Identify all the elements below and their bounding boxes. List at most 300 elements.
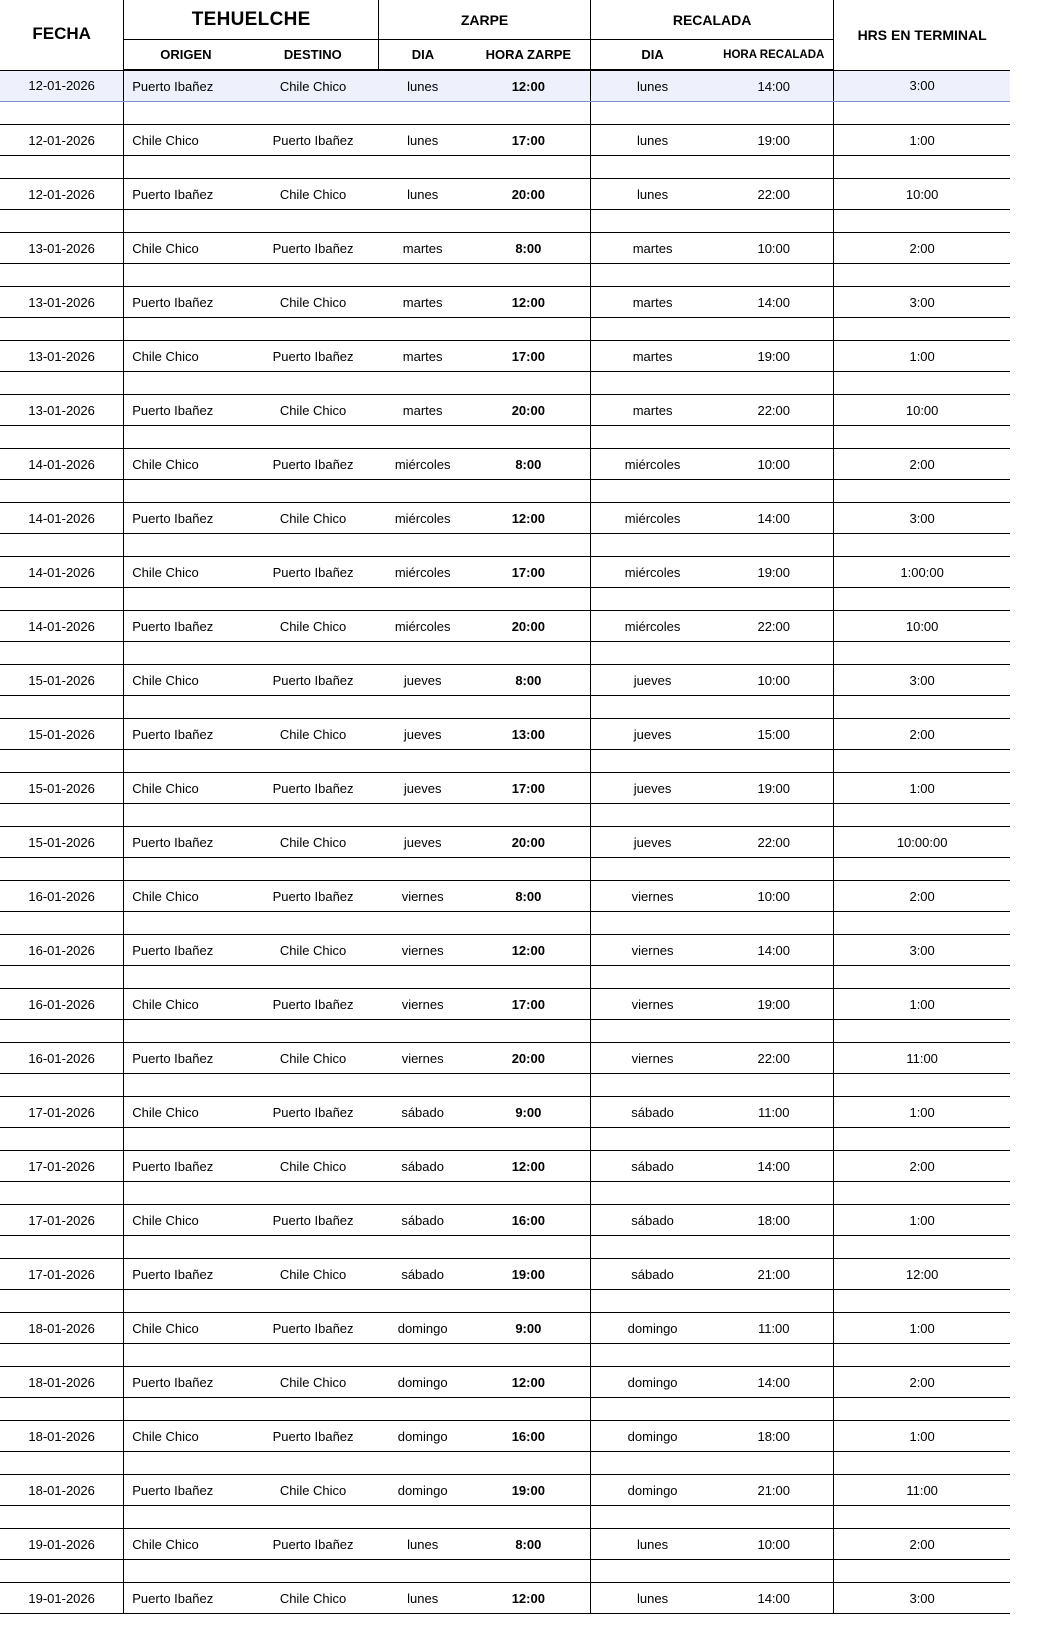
cell-destino: Puerto Ibañez: [248, 1097, 379, 1128]
cell-origen: Chile Chico: [124, 665, 248, 696]
cell-hora-recalada: 14:00: [714, 503, 834, 534]
table-spacer-row: [0, 588, 1010, 611]
spacer-cell: [124, 1452, 248, 1475]
cell-hora-zarpe: 12:00: [467, 503, 591, 534]
cell-origen: Chile Chico: [124, 125, 248, 156]
cell-hora-zarpe: 12:00: [467, 70, 591, 102]
table-spacer-row: [0, 156, 1010, 179]
cell-origen: Chile Chico: [124, 1097, 248, 1128]
cell-hora-zarpe: 12:00: [467, 1151, 591, 1182]
cell-dia-zarpe: sábado: [379, 1259, 467, 1290]
cell-destino: Puerto Ibañez: [248, 989, 379, 1020]
cell-dia-recalada: domingo: [590, 1367, 714, 1398]
cell-dia-recalada: domingo: [590, 1313, 714, 1344]
spacer-cell: [467, 1452, 591, 1475]
cell-fecha: 16-01-2026: [0, 935, 124, 966]
table-row[interactable]: [0, 719, 1010, 750]
table-row[interactable]: [0, 773, 1010, 804]
spacer-cell: [590, 1506, 714, 1529]
table-spacer-row: [0, 1020, 1010, 1043]
cell-hrs-terminal: 2:00: [834, 233, 1010, 264]
cell-dia-zarpe: sábado: [379, 1151, 467, 1182]
cell-hora-recalada: 15:00: [714, 719, 834, 750]
spacer-cell: [590, 480, 714, 503]
table-spacer-row: [0, 750, 1010, 773]
cell-hora-recalada: 14:00: [714, 1151, 834, 1182]
spacer-cell: [834, 1452, 1010, 1475]
spacer-cell: [590, 588, 714, 611]
cell-fecha: 18-01-2026: [0, 1367, 124, 1398]
spacer-cell: [834, 1074, 1010, 1097]
spacer-cell: [714, 588, 834, 611]
spacer-cell: [467, 696, 591, 719]
cell-dia-recalada: miércoles: [590, 557, 714, 588]
spacer-cell: [0, 156, 124, 179]
cell-hora-recalada: 14:00: [714, 70, 834, 102]
spacer-cell: [0, 534, 124, 557]
cell-dia-zarpe: jueves: [379, 719, 467, 750]
spacer-cell: [248, 372, 379, 395]
cell-fecha: 13-01-2026: [0, 287, 124, 318]
spacer-cell: [467, 912, 591, 935]
table-row[interactable]: [0, 827, 1010, 858]
spacer-cell: [0, 318, 124, 341]
spacer-cell: [379, 642, 467, 665]
cell-hrs-terminal: 3:00: [834, 1583, 1010, 1614]
spacer-cell: [834, 858, 1010, 881]
spacer-cell: [834, 1560, 1010, 1583]
spacer-cell: [124, 1182, 248, 1205]
cell-fecha: 19-01-2026: [0, 1529, 124, 1560]
table-row[interactable]: [0, 179, 1010, 210]
table-row[interactable]: [0, 125, 1010, 156]
spacer-cell: [834, 1020, 1010, 1043]
cell-origen: Puerto Ibañez: [124, 70, 248, 102]
cell-destino: Chile Chico: [248, 287, 379, 318]
cell-hora-recalada: 22:00: [714, 395, 834, 426]
cell-fecha: 12-01-2026: [0, 179, 124, 210]
spacer-cell: [590, 264, 714, 287]
spacer-cell: [248, 480, 379, 503]
cell-hrs-terminal: 11:00: [834, 1043, 1010, 1074]
spacer-cell: [467, 588, 591, 611]
table-row[interactable]: [0, 1151, 1010, 1182]
spacer-cell: [590, 642, 714, 665]
table-spacer-row: [0, 372, 1010, 395]
spacer-cell: [379, 426, 467, 449]
spacer-cell: [124, 588, 248, 611]
cell-fecha: 15-01-2026: [0, 827, 124, 858]
cell-hora-zarpe: 20:00: [467, 827, 591, 858]
spacer-cell: [834, 750, 1010, 773]
header-vessel: TEHUELCHE: [124, 0, 379, 40]
spacer-cell: [590, 102, 714, 125]
cell-origen: Puerto Ibañez: [124, 1583, 248, 1614]
table-spacer-row: [0, 912, 1010, 935]
spacer-cell: [714, 1398, 834, 1421]
cell-hrs-terminal: 10:00: [834, 395, 1010, 426]
spacer-cell: [0, 1236, 124, 1259]
table-row[interactable]: [0, 1205, 1010, 1236]
spacer-cell: [0, 1506, 124, 1529]
spacer-cell: [124, 318, 248, 341]
cell-destino: Chile Chico: [248, 935, 379, 966]
spacer-cell: [379, 1398, 467, 1421]
cell-dia-recalada: jueves: [590, 719, 714, 750]
cell-dia-recalada: jueves: [590, 827, 714, 858]
cell-destino: Puerto Ibañez: [248, 341, 379, 372]
cell-hrs-terminal: 2:00: [834, 1367, 1010, 1398]
spacer-cell: [379, 156, 467, 179]
spacer-cell: [714, 102, 834, 125]
cell-hora-recalada: 11:00: [714, 1313, 834, 1344]
spacer-cell: [467, 1128, 591, 1151]
cell-fecha: 14-01-2026: [0, 449, 124, 480]
table-spacer-row: [0, 1290, 1010, 1313]
spacer-cell: [248, 1506, 379, 1529]
cell-hora-zarpe: 12:00: [467, 287, 591, 318]
table-row[interactable]: [0, 395, 1010, 426]
cell-dia-zarpe: miércoles: [379, 611, 467, 642]
cell-destino: Puerto Ibañez: [248, 1313, 379, 1344]
spacer-cell: [590, 372, 714, 395]
spacer-cell: [714, 156, 834, 179]
spacer-cell: [714, 804, 834, 827]
table-row[interactable]: [0, 287, 1010, 318]
spacer-cell: [590, 912, 714, 935]
cell-destino: Chile Chico: [248, 1367, 379, 1398]
table-row[interactable]: [0, 1259, 1010, 1290]
table-row[interactable]: [0, 989, 1010, 1020]
table-spacer-row: [0, 858, 1010, 881]
cell-dia-zarpe: domingo: [379, 1421, 467, 1452]
table-row[interactable]: [0, 70, 1010, 102]
table-row[interactable]: [0, 935, 1010, 966]
spacer-cell: [379, 966, 467, 989]
cell-hora-zarpe: 16:00: [467, 1421, 591, 1452]
cell-origen: Puerto Ibañez: [124, 1151, 248, 1182]
cell-dia-zarpe: domingo: [379, 1475, 467, 1506]
table-row[interactable]: [0, 1313, 1010, 1344]
spacer-cell: [124, 534, 248, 557]
spacer-cell: [248, 156, 379, 179]
cell-dia-zarpe: miércoles: [379, 557, 467, 588]
cell-hrs-terminal: 1:00: [834, 341, 1010, 372]
cell-dia-recalada: martes: [590, 287, 714, 318]
table-spacer-row: [0, 426, 1010, 449]
spacer-cell: [714, 372, 834, 395]
table-row[interactable]: [0, 881, 1010, 912]
cell-dia-zarpe: lunes: [379, 1529, 467, 1560]
spacer-cell: [467, 1506, 591, 1529]
spacer-cell: [590, 1020, 714, 1043]
cell-dia-recalada: lunes: [590, 70, 714, 102]
spacer-cell: [467, 264, 591, 287]
spacer-cell: [124, 1128, 248, 1151]
table-spacer-row: [0, 642, 1010, 665]
cell-hora-recalada: 11:00: [714, 1097, 834, 1128]
spacer-cell: [590, 1290, 714, 1313]
spacer-cell: [834, 480, 1010, 503]
spacer-cell: [590, 1560, 714, 1583]
table-row[interactable]: [0, 341, 1010, 372]
table-row[interactable]: [0, 1475, 1010, 1506]
spacer-cell: [0, 966, 124, 989]
spacer-cell: [467, 750, 591, 773]
spacer-cell: [379, 372, 467, 395]
table-spacer-row: [0, 264, 1010, 287]
cell-hora-recalada: 21:00: [714, 1475, 834, 1506]
cell-fecha: 16-01-2026: [0, 1043, 124, 1074]
header-fecha: FECHA: [0, 0, 124, 70]
spacer-cell: [0, 1290, 124, 1313]
cell-destino: Chile Chico: [248, 179, 379, 210]
cell-hrs-terminal: 1:00:00: [834, 557, 1010, 588]
cell-hora-zarpe: 12:00: [467, 1367, 591, 1398]
spacer-cell: [124, 156, 248, 179]
spacer-cell: [590, 1074, 714, 1097]
spacer-cell: [124, 966, 248, 989]
table-row[interactable]: [0, 611, 1010, 642]
table-spacer-row: [0, 966, 1010, 989]
spacer-cell: [379, 1074, 467, 1097]
spacer-cell: [379, 1128, 467, 1151]
cell-fecha: 12-01-2026: [0, 125, 124, 156]
cell-origen: Puerto Ibañez: [124, 503, 248, 534]
cell-dia-recalada: lunes: [590, 1529, 714, 1560]
cell-dia-recalada: viernes: [590, 881, 714, 912]
spacer-cell: [467, 1290, 591, 1313]
spacer-cell: [379, 264, 467, 287]
cell-fecha: 15-01-2026: [0, 665, 124, 696]
cell-hrs-terminal: 3:00: [834, 503, 1010, 534]
table-spacer-row: [0, 1074, 1010, 1097]
spacer-cell: [714, 1344, 834, 1367]
table-row[interactable]: [0, 233, 1010, 264]
table-row[interactable]: [0, 665, 1010, 696]
spacer-cell: [590, 1344, 714, 1367]
spacer-cell: [467, 1074, 591, 1097]
spacer-cell: [834, 696, 1010, 719]
spacer-cell: [124, 642, 248, 665]
cell-destino: Chile Chico: [248, 719, 379, 750]
cell-fecha: 14-01-2026: [0, 611, 124, 642]
cell-destino: Puerto Ibañez: [248, 1421, 379, 1452]
cell-fecha: 17-01-2026: [0, 1205, 124, 1236]
spacer-cell: [714, 1452, 834, 1475]
spacer-cell: [248, 534, 379, 557]
cell-origen: Chile Chico: [124, 1205, 248, 1236]
spacer-cell: [467, 534, 591, 557]
spacer-cell: [714, 1020, 834, 1043]
spacer-cell: [590, 156, 714, 179]
table-spacer-row: [0, 1560, 1010, 1583]
spacer-cell: [834, 642, 1010, 665]
spacer-cell: [0, 696, 124, 719]
spacer-cell: [590, 750, 714, 773]
cell-dia-recalada: jueves: [590, 665, 714, 696]
spacer-cell: [590, 1398, 714, 1421]
spacer-cell: [834, 912, 1010, 935]
spacer-cell: [379, 480, 467, 503]
spacer-cell: [248, 1290, 379, 1313]
spacer-cell: [834, 1290, 1010, 1313]
spacer-cell: [124, 1020, 248, 1043]
table-spacer-row: [0, 1128, 1010, 1151]
spacer-cell: [248, 912, 379, 935]
spacer-cell: [0, 1398, 124, 1421]
spacer-cell: [467, 966, 591, 989]
spacer-cell: [248, 966, 379, 989]
table-row[interactable]: [0, 557, 1010, 588]
spacer-cell: [248, 750, 379, 773]
cell-hrs-terminal: 3:00: [834, 287, 1010, 318]
spacer-cell: [467, 1020, 591, 1043]
cell-destino: Chile Chico: [248, 395, 379, 426]
cell-dia-recalada: sábado: [590, 1259, 714, 1290]
table-body: [0, 70, 1010, 1614]
spacer-cell: [467, 426, 591, 449]
cell-origen: Chile Chico: [124, 773, 248, 804]
spacer-cell: [0, 102, 124, 125]
spacer-cell: [124, 912, 248, 935]
cell-dia-recalada: jueves: [590, 773, 714, 804]
spacer-cell: [590, 966, 714, 989]
cell-hora-zarpe: 8:00: [467, 233, 591, 264]
spacer-cell: [379, 1182, 467, 1205]
cell-fecha: 12-01-2026: [0, 70, 124, 102]
cell-hrs-terminal: 2:00: [834, 449, 1010, 480]
spacer-cell: [124, 102, 248, 125]
cell-fecha: 15-01-2026: [0, 773, 124, 804]
table-spacer-row: [0, 804, 1010, 827]
table-row[interactable]: [0, 503, 1010, 534]
spacer-cell: [467, 1560, 591, 1583]
spacer-cell: [0, 1344, 124, 1367]
cell-origen: Chile Chico: [124, 1313, 248, 1344]
cell-destino: Puerto Ibañez: [248, 773, 379, 804]
spacer-cell: [379, 858, 467, 881]
table-row[interactable]: [0, 1421, 1010, 1452]
cell-fecha: 18-01-2026: [0, 1421, 124, 1452]
table-spacer-row: [0, 210, 1010, 233]
cell-dia-zarpe: domingo: [379, 1367, 467, 1398]
spacer-cell: [124, 210, 248, 233]
spacer-cell: [714, 1182, 834, 1205]
cell-destino: Chile Chico: [248, 1043, 379, 1074]
cell-origen: Puerto Ibañez: [124, 1043, 248, 1074]
spacer-cell: [379, 210, 467, 233]
cell-hrs-terminal: 1:00: [834, 125, 1010, 156]
header-group-zarpe: ZARPE: [379, 0, 591, 40]
cell-hrs-terminal: 10:00:00: [834, 827, 1010, 858]
spacer-cell: [248, 1128, 379, 1151]
spacer-cell: [714, 534, 834, 557]
cell-hora-zarpe: 17:00: [467, 125, 591, 156]
cell-origen: Puerto Ibañez: [124, 1367, 248, 1398]
cell-origen: Puerto Ibañez: [124, 611, 248, 642]
cell-hrs-terminal: 2:00: [834, 719, 1010, 750]
cell-dia-zarpe: martes: [379, 395, 467, 426]
spacer-cell: [248, 588, 379, 611]
spacer-cell: [467, 642, 591, 665]
spacer-cell: [590, 696, 714, 719]
cell-origen: Chile Chico: [124, 233, 248, 264]
spacer-cell: [124, 804, 248, 827]
cell-destino: Puerto Ibañez: [248, 665, 379, 696]
spacer-cell: [467, 1236, 591, 1259]
spacer-cell: [834, 210, 1010, 233]
spacer-cell: [0, 1182, 124, 1205]
cell-fecha: 16-01-2026: [0, 881, 124, 912]
cell-fecha: 17-01-2026: [0, 1259, 124, 1290]
table-row[interactable]: [0, 1367, 1010, 1398]
table-spacer-row: [0, 102, 1010, 125]
spacer-cell: [714, 426, 834, 449]
cell-hrs-terminal: 10:00: [834, 611, 1010, 642]
spacer-cell: [714, 210, 834, 233]
cell-hora-recalada: 19:00: [714, 773, 834, 804]
cell-dia-zarpe: martes: [379, 233, 467, 264]
cell-fecha: 17-01-2026: [0, 1097, 124, 1128]
cell-dia-recalada: lunes: [590, 1583, 714, 1614]
spacer-cell: [467, 480, 591, 503]
spacer-cell: [0, 912, 124, 935]
table-row[interactable]: [0, 449, 1010, 480]
cell-origen: Puerto Ibañez: [124, 827, 248, 858]
cell-hrs-terminal: 3:00: [834, 665, 1010, 696]
cell-origen: Puerto Ibañez: [124, 719, 248, 750]
cell-destino: Puerto Ibañez: [248, 557, 379, 588]
spacer-cell: [379, 534, 467, 557]
spacer-cell: [248, 264, 379, 287]
spacer-cell: [467, 210, 591, 233]
spacer-cell: [834, 1398, 1010, 1421]
table-row[interactable]: [0, 1583, 1010, 1614]
cell-hora-zarpe: 20:00: [467, 179, 591, 210]
cell-hora-zarpe: 12:00: [467, 935, 591, 966]
table-row[interactable]: [0, 1529, 1010, 1560]
cell-dia-recalada: domingo: [590, 1475, 714, 1506]
cell-destino: Chile Chico: [248, 1259, 379, 1290]
cell-hora-zarpe: 8:00: [467, 665, 591, 696]
cell-dia-zarpe: viernes: [379, 1043, 467, 1074]
cell-destino: Chile Chico: [248, 503, 379, 534]
spacer-cell: [834, 1236, 1010, 1259]
cell-hora-zarpe: 17:00: [467, 773, 591, 804]
cell-fecha: 13-01-2026: [0, 233, 124, 264]
cell-hrs-terminal: 1:00: [834, 1421, 1010, 1452]
cell-hora-recalada: 22:00: [714, 611, 834, 642]
table-row[interactable]: [0, 1043, 1010, 1074]
spacer-cell: [124, 696, 248, 719]
spacer-cell: [124, 264, 248, 287]
table-row[interactable]: [0, 1097, 1010, 1128]
cell-hora-zarpe: 8:00: [467, 449, 591, 480]
spacer-cell: [124, 1398, 248, 1421]
cell-hora-zarpe: 17:00: [467, 341, 591, 372]
cell-hrs-terminal: 10:00: [834, 179, 1010, 210]
cell-dia-zarpe: martes: [379, 341, 467, 372]
cell-dia-recalada: lunes: [590, 125, 714, 156]
spacer-cell: [467, 1398, 591, 1421]
spacer-cell: [379, 912, 467, 935]
spacer-cell: [248, 1344, 379, 1367]
cell-hora-recalada: 18:00: [714, 1421, 834, 1452]
cell-origen: Puerto Ibañez: [124, 287, 248, 318]
spacer-cell: [834, 534, 1010, 557]
cell-hora-zarpe: 20:00: [467, 1043, 591, 1074]
